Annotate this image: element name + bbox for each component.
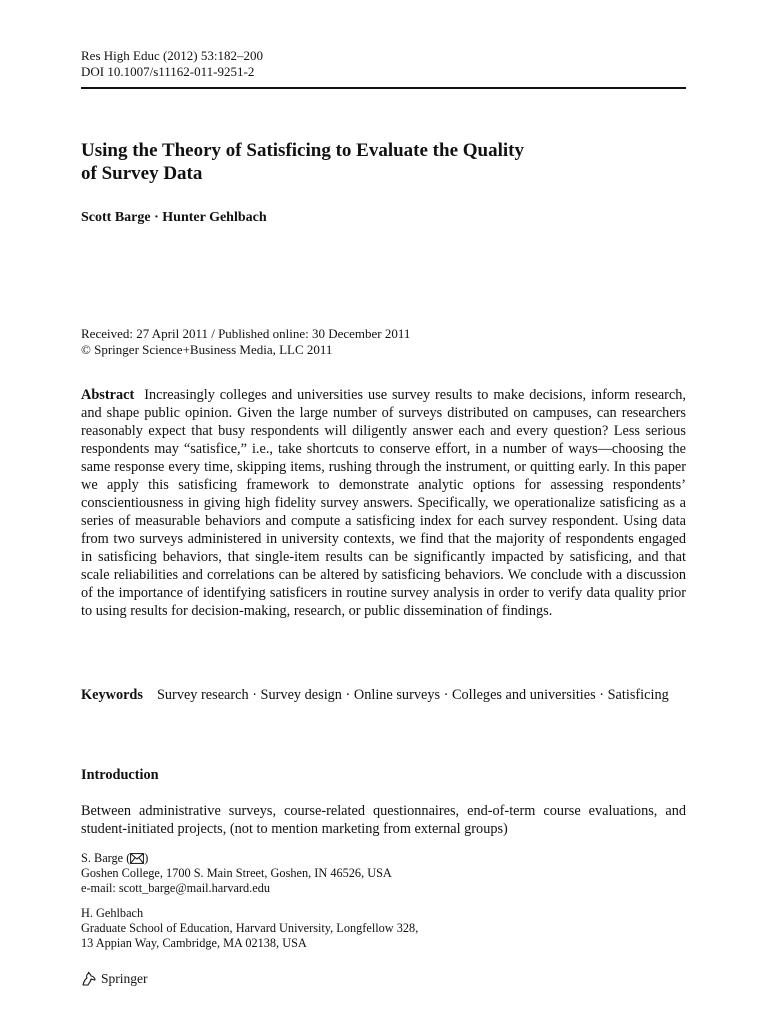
abstract-label: Abstract xyxy=(81,387,135,403)
section-heading: Introduction xyxy=(81,767,159,783)
title-line-2: of Survey Data xyxy=(81,163,203,184)
affiliation-name: S. Barge ( xyxy=(81,851,131,865)
copyright-notice: © Springer Science+Business Media, LLC 2011 xyxy=(81,342,333,357)
abstract-text: Increasingly colleges and universities use survey results to make decisions, inform research, and shape public opinion. Given the large number of surveys distributed on campuses, can researchers reasonably expect that busy respondents will diligently answer each and every question? Less serious respondents may “satisfice,” i.e., take shortcuts to conserve effort, in a number of ways—choosing the same response every time, skipping items, rushing through the instrument, or quitting early. In this paper we apply this satisficing framework to demonstrate analytic options for assessing respondents’ conscientiousness in giving high fidelity survey answers. Specifically, we operationalize satisficing as a series of measurable behaviors and compute a satisficing index for each survey respondent. Using data from two surveys administered in university contexts, we find that the majority of respondents engaged in satisficing behaviors, that single-item results can be significantly impacted by satisficing, and that scale reliabilities and correlations can be altered by satisficing behaviors. We conclude with a discussion of the importance of identifying satisficers in routine survey analysis in order to verify data quality prior to using results for decision-making, research, or public dissemination of findings. xyxy=(81,387,686,619)
affiliation-address: Goshen College, 1700 S. Main Street, Goshen, IN 46526, USA xyxy=(81,866,392,880)
keywords-text: Survey research · Survey design · Online surveys · Colleges and universities · Satisficing xyxy=(156,687,669,703)
affiliation-author-1 xyxy=(81,851,392,896)
publisher-footer xyxy=(81,970,148,988)
keywords xyxy=(81,686,686,704)
affiliation-name: H. Gehlbach xyxy=(81,906,144,920)
affiliation-author-2 xyxy=(81,906,418,951)
affiliation-address: Graduate School of Education, Harvard University, Longfellow 328, xyxy=(81,921,419,935)
publisher-name: Springer xyxy=(101,971,148,986)
journal-citation: Res High Educ (2012) 53:182–200 xyxy=(81,48,263,63)
author-list xyxy=(81,209,267,227)
affiliation-email: e-mail: scott_barge@mail.harvard.edu xyxy=(81,881,270,895)
paper-page xyxy=(81,0,686,1024)
header-rule xyxy=(81,87,686,89)
title-line-1: Using the Theory of Satisficing to Evaluate the Quality xyxy=(81,140,524,161)
abstract xyxy=(81,386,686,620)
author-name: Hunter Gehlbach xyxy=(162,210,267,225)
envelope-icon xyxy=(130,853,144,864)
affiliation-address: 13 Appian Way, Cambridge, MA 02138, USA xyxy=(81,936,307,950)
author-separator: · xyxy=(150,210,163,225)
doi: DOI 10.1007/s11162-011-9251-2 xyxy=(81,64,255,79)
author-name: Scott Barge xyxy=(81,210,151,225)
journal-reference xyxy=(81,48,263,80)
affiliation-name-end: ) xyxy=(144,851,149,865)
keywords-label: Keywords xyxy=(81,687,143,703)
publication-info xyxy=(81,326,410,358)
received-published-dates: Received: 27 April 2011 / Published online: 30 December 2011 xyxy=(81,326,411,341)
author-name-line xyxy=(81,851,392,866)
paper-title xyxy=(81,139,686,185)
springer-horse-icon xyxy=(81,971,97,987)
introduction-text: Between administrative surveys, course-related questionnaires, end-of-term course evaluations, and student-initiated projects, (not to mention marketing from external groups) xyxy=(81,803,686,837)
